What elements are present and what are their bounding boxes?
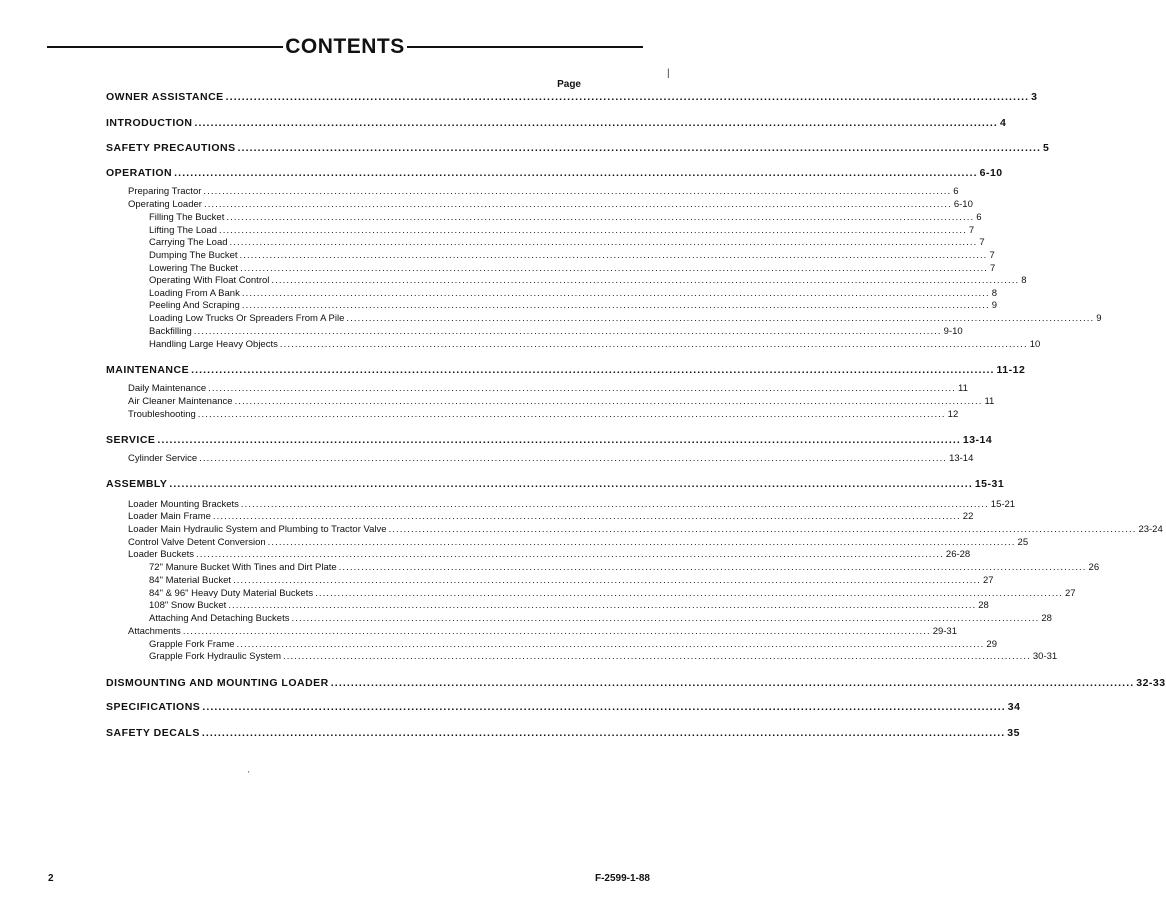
toc-entry: [149, 288, 998, 300]
toc-label: Backfilling: [149, 326, 192, 337]
toc-leader: ........................................................................................................................................................................................................: [212, 511, 961, 522]
toc-page: 9: [1096, 313, 1102, 324]
toc-page: 34: [1007, 701, 1021, 713]
toc-page: 22: [962, 511, 974, 522]
toc-label: Loader Mounting Brackets: [128, 499, 239, 510]
toc-leader: ........................................................................................................................................................................................................: [194, 117, 998, 129]
scan-mark: |: [667, 68, 670, 79]
toc-label: Loading From A Bank: [149, 288, 240, 299]
toc-entry: [128, 409, 959, 421]
toc-page: 6-10: [979, 167, 1003, 179]
toc-label: Daily Maintenance: [128, 383, 207, 394]
toc-label: 84" & 96" Heavy Duty Material Buckets: [149, 588, 314, 599]
toc-label: ASSEMBLY: [106, 478, 168, 490]
toc-leader: ........................................................................................................................................................................................................: [229, 237, 978, 248]
toc-entry: [149, 263, 996, 275]
toc-label: OPERATION: [106, 167, 173, 179]
toc-label: Dumping The Bucket: [149, 250, 238, 261]
toc-leader: ........................................................................................................................................................................................................: [197, 409, 946, 420]
toc-leader: ........................................................................................................................................................................................................: [174, 167, 978, 179]
toc-page: 28: [978, 600, 989, 611]
toc-leader: ........................................................................................................................................................................................................: [203, 186, 952, 197]
toc-page: 12: [947, 409, 959, 420]
toc-label: 108" Snow Bucket: [149, 600, 227, 611]
toc-label: OWNER ASSISTANCE: [106, 91, 224, 103]
page-title: CONTENTS: [285, 35, 405, 58]
toc-label: Control Valve Detent Conversion: [128, 537, 266, 548]
toc-entry: [149, 212, 982, 224]
toc-entry: [149, 639, 997, 651]
toc-leader: ........................................................................................................................................................................................................: [315, 588, 1063, 599]
toc-leader: ........................................................................................................................................................................................................: [191, 364, 995, 376]
toc-leader: ........................................................................................................................................................................................................: [233, 575, 981, 586]
toc-leader: ........................................................................................................................................................................................................: [291, 613, 1040, 624]
toc-label: Grapple Fork Frame: [149, 639, 235, 650]
toc-leader: ........................................................................................................................................................................................................: [225, 91, 1030, 103]
toc-label: Loader Main Hydraulic System and Plumbing to Tractor Valve: [128, 524, 387, 535]
toc-leader: ........................................................................................................................................................................................................: [196, 549, 944, 560]
toc-label: DISMOUNTING AND MOUNTING LOADER: [106, 677, 329, 689]
toc-label: Loader Buckets: [128, 549, 195, 560]
toc-label: Grapple Fork Hydraulic System: [149, 651, 281, 662]
toc-entry: [149, 651, 1058, 663]
toc-entry: [149, 575, 994, 587]
scan-mark: ': [248, 770, 250, 779]
page-column-label: Page: [557, 79, 581, 90]
toc-entry: [149, 313, 1102, 325]
toc-page: 9-10: [943, 326, 963, 337]
toc-section: [106, 677, 1166, 689]
toc-label: Attaching And Detaching Buckets: [149, 613, 290, 624]
toc-page: 13-14: [949, 453, 974, 464]
toc-entry: [149, 225, 975, 237]
toc-page: 26: [1088, 562, 1100, 573]
toc-leader: ........................................................................................................................................................................................................: [208, 383, 957, 394]
toc-label: Preparing Tractor: [128, 186, 202, 197]
toc-entry: [128, 186, 959, 198]
toc-label: Operating With Float Control: [149, 275, 270, 286]
toc-section: [106, 701, 1021, 713]
toc-page: 32-33: [1136, 677, 1166, 689]
toc-leader: ........................................................................................................................................................................................................: [169, 478, 973, 490]
toc-page: 11-12: [996, 364, 1026, 376]
toc-leader: ........................................................................................................................................................................................................: [157, 434, 961, 446]
toc-leader: ........................................................................................................................................................................................................: [271, 275, 1020, 286]
toc-label: Handling Large Heavy Objects: [149, 339, 278, 350]
toc-label: INTRODUCTION: [106, 117, 193, 129]
toc-page: 11: [958, 383, 968, 394]
toc-leader: ........................................................................................................................................................................................................: [241, 288, 990, 299]
toc-page: 6: [953, 186, 959, 197]
toc-leader: ........................................................................................................................................................................................................: [237, 142, 1042, 154]
toc-section: [106, 364, 1026, 376]
toc-entry: [128, 537, 1029, 549]
toc-page: 5: [1043, 142, 1050, 154]
toc-entry: [149, 588, 1076, 600]
toc-leader: ........................................................................................................................................................................................................: [202, 701, 1006, 713]
toc-leader: ........................................................................................................................................................................................................: [241, 300, 990, 311]
toc-label: Lifting The Load: [149, 225, 217, 236]
footer-doc-code: F-2599-1-88: [594, 873, 650, 884]
toc-entry: [149, 237, 985, 249]
toc-label: Air Cleaner Maintenance: [128, 396, 233, 407]
toc-label: SERVICE: [106, 434, 156, 446]
toc-page: 6-10: [953, 199, 973, 210]
toc-leader: ........................................................................................................................................................................................................: [193, 326, 942, 337]
toc-leader: ........................................................................................................................................................................................................: [201, 727, 1006, 739]
toc-page: 25: [1017, 537, 1029, 548]
toc-entry: [149, 250, 995, 262]
toc-entry: [149, 339, 1041, 351]
toc-leader: ........................................................................................................................................................................................................: [282, 651, 1031, 662]
toc-page: 28: [1041, 613, 1052, 624]
toc-leader: ........................................................................................................................................................................................................: [330, 677, 1135, 689]
toc-label: MAINTENANCE: [106, 364, 190, 376]
toc-page: 10: [1029, 339, 1041, 350]
toc-section: [106, 167, 1003, 179]
contents-header: [47, 34, 643, 60]
toc-leader: ........................................................................................................................................................................................................: [346, 313, 1095, 324]
toc-page: 6: [976, 212, 982, 223]
toc-leader: ........................................................................................................................................................................................................: [338, 562, 1087, 573]
toc-page: 11: [984, 396, 995, 407]
toc-leader: ........................................................................................................................................................................................................: [234, 396, 983, 407]
toc-page: 13-14: [962, 434, 993, 446]
toc-page: 8: [991, 288, 998, 299]
toc-page: 7: [989, 250, 995, 261]
toc-page: 23-24: [1138, 524, 1163, 535]
toc-page: 29-31: [932, 626, 958, 637]
toc-entry: [128, 199, 973, 211]
toc-leader: ........................................................................................................................................................................................................: [203, 199, 952, 210]
toc-label: Filling The Bucket: [149, 212, 225, 223]
toc-entry: [128, 511, 974, 523]
toc-label: Loading Low Trucks Or Spreaders From A Pile: [149, 313, 345, 324]
toc-section: [106, 91, 1038, 103]
toc-label: 84" Material Bucket: [149, 575, 232, 586]
toc-leader: ........................................................................................................................................................................................................: [240, 263, 988, 274]
header-rule-right: [407, 46, 643, 48]
toc-page: 7: [968, 225, 975, 236]
toc-entry: [149, 613, 1052, 625]
toc-leader: ........................................................................................................................................................................................................: [240, 499, 989, 510]
toc-leader: ........................................................................................................................................................................................................: [279, 339, 1028, 350]
toc-leader: ........................................................................................................................................................................................................: [182, 626, 931, 637]
toc-page: 35: [1007, 727, 1020, 739]
toc-page: 7: [989, 263, 996, 274]
toc-entry: [128, 524, 1163, 536]
toc-entry: [149, 275, 1027, 287]
toc-entry: [128, 626, 958, 638]
toc-page: 9: [991, 300, 998, 311]
toc-page: 15-21: [990, 499, 1016, 510]
toc-entry: [128, 383, 968, 395]
toc-leader: ........................................................................................................................................................................................................: [199, 453, 948, 464]
toc-label: Loader Main Frame: [128, 511, 211, 522]
toc-leader: ........................................................................................................................................................................................................: [228, 600, 977, 611]
toc-section: [106, 142, 1050, 154]
toc-label: 72" Manure Bucket With Tines and Dirt Plate: [149, 562, 337, 573]
toc-entry: [149, 600, 989, 612]
toc-entry: [128, 396, 995, 408]
toc-label: Operating Loader: [128, 199, 202, 210]
toc-leader: ........................................................................................................................................................................................................: [218, 225, 967, 236]
toc-entry: [149, 300, 998, 312]
toc-entry: [128, 453, 974, 465]
header-rule-left: [47, 46, 283, 48]
toc-section: [106, 727, 1020, 739]
toc-page: 3: [1031, 91, 1038, 103]
toc-label: SAFETY PRECAUTIONS: [106, 142, 236, 154]
toc-page: 26-28: [945, 549, 971, 560]
toc-page: 27: [1064, 588, 1076, 599]
toc-page: 7: [979, 237, 985, 248]
toc-page: 15-31: [974, 478, 1005, 490]
toc-page: 30-31: [1032, 651, 1058, 662]
toc-leader: ........................................................................................................................................................................................................: [267, 537, 1016, 548]
toc-page: 4: [999, 117, 1007, 129]
toc-entry: [128, 549, 971, 561]
toc-leader: ........................................................................................................................................................................................................: [239, 250, 988, 261]
toc-page: 29: [986, 639, 997, 650]
toc-label: SPECIFICATIONS: [106, 701, 201, 713]
toc-section: [106, 478, 1005, 490]
toc-section: [106, 117, 1007, 129]
toc-label: SAFETY DECALS: [106, 727, 200, 739]
toc-label: Lowering The Bucket: [149, 263, 239, 274]
toc-label: Troubleshooting: [128, 409, 196, 420]
toc-entry: [128, 499, 1016, 511]
toc-leader: ........................................................................................................................................................................................................: [236, 639, 985, 650]
footer-page-number: 2: [48, 873, 54, 884]
toc-label: Peeling And Scraping: [149, 300, 240, 311]
toc-section: [106, 434, 993, 446]
toc-label: Carrying The Load: [149, 237, 228, 248]
toc-entry: [149, 326, 963, 338]
toc-label: Attachments: [128, 626, 181, 637]
toc-label: Cylinder Service: [128, 453, 198, 464]
toc-leader: ........................................................................................................................................................................................................: [226, 212, 975, 223]
toc-entry: [149, 562, 1100, 574]
toc-leader: ........................................................................................................................................................................................................: [388, 524, 1137, 535]
toc-page: 8: [1021, 275, 1027, 286]
toc-page: 27: [982, 575, 994, 586]
